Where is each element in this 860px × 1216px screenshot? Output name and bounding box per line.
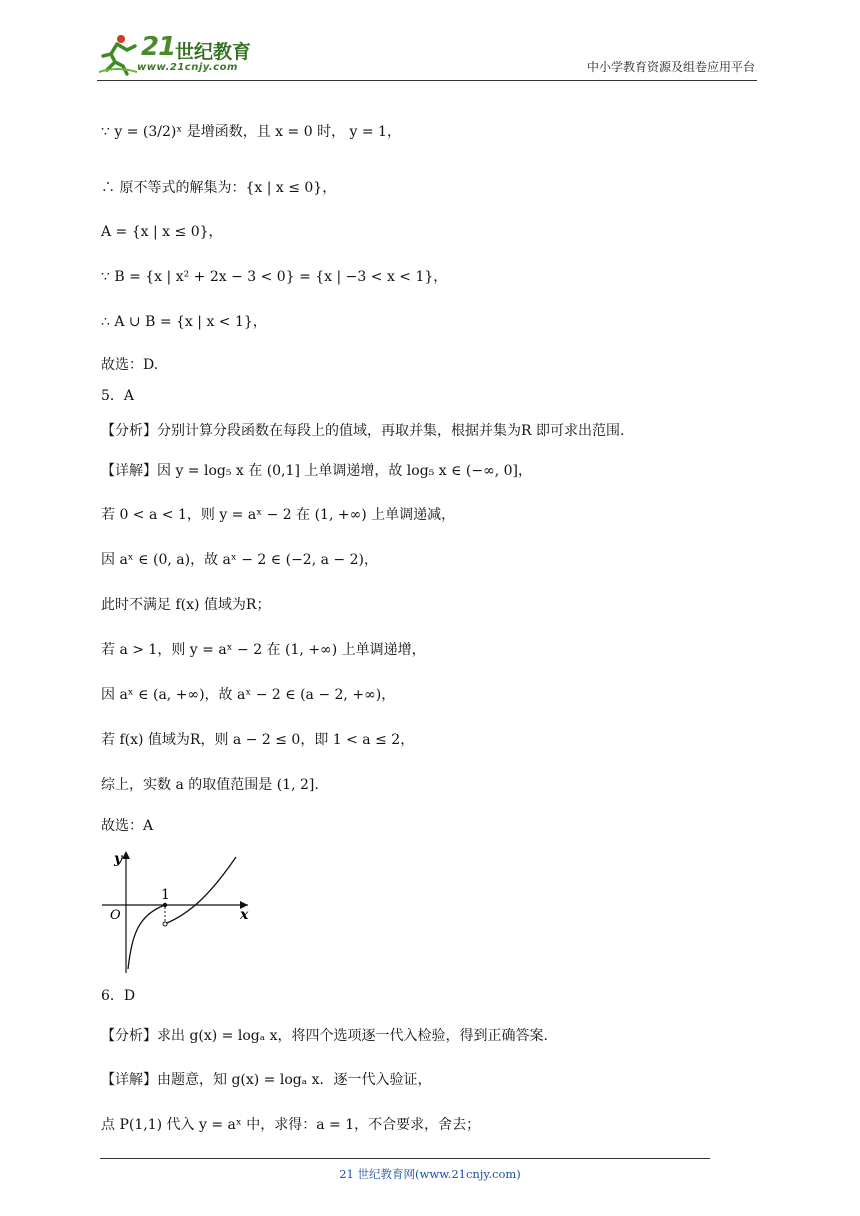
x-axis-label: x [240, 907, 249, 923]
log-curve [128, 905, 165, 969]
closed-point [163, 903, 167, 907]
function-graph [100, 845, 260, 975]
analysis-line: 【分析】求出 g(x) = logₐ x，将四个选项逐一代入检验，得到正确答案. [101, 1028, 548, 1044]
question-number: 6．D [101, 988, 136, 1004]
question-number: 5．A [101, 388, 135, 404]
footer-divider [100, 1158, 710, 1159]
open-point [163, 922, 167, 926]
solution-line: A = {x | x ≤ 0}， [101, 224, 223, 240]
logo-url: www.21cnjy.com [137, 62, 238, 73]
solution-line: 【详解】因 y = log₅ x 在 (0,1] 上单调递增，故 log₅ x ∈ (−∞, 0]， [101, 463, 533, 479]
origin-label: O [110, 908, 121, 923]
solution-line: ∵ y = (3/2)ˣ 是增函数，且 x = 0 时， y = 1， [101, 124, 401, 140]
tick-label-one: 1 [161, 887, 170, 903]
solution-line: 若 0 < a < 1，则 y = aˣ − 2 在 (1, +∞) 上单调递减， [101, 507, 456, 523]
solution-line: 点 P(1,1) 代入 y = aˣ 中，求得：a = 1，不合要求，舍去； [101, 1117, 481, 1133]
page-header [97, 30, 757, 81]
analysis-line: 【分析】分别计算分段函数在每段上的值域，再取并集，根据并集为R 即可求出范围. [101, 423, 625, 439]
exponential-curve [167, 857, 236, 923]
solution-line: ∵ B = {x | x² + 2x − 3 < 0} = {x | −3 < x < 1}， [101, 269, 448, 285]
answer-line: 故选：A [101, 818, 154, 834]
solution-line: 【详解】由题意，知 g(x) = logₐ x．逐一代入验证， [101, 1072, 432, 1088]
solution-line: 此时不满足 f(x) 值域为R； [101, 597, 271, 613]
runner-icon [97, 32, 141, 76]
solution-line: 因 aˣ ∈ (a, +∞)，故 aˣ − 2 ∈ (a − 2, +∞)， [101, 687, 396, 703]
solution-line: 若 f(x) 值域为R，则 a − 2 ≤ 0，即 1 < a ≤ 2， [101, 732, 415, 748]
y-axis-label: y [114, 851, 123, 867]
site-logo [97, 32, 267, 76]
solution-line: 若 a > 1，则 y = aˣ − 2 在 (1, +∞) 上单调递增， [101, 642, 426, 658]
platform-title: 中小学教育资源及组卷应用平台 [586, 60, 755, 74]
solution-line: ∴ A ∪ B = {x | x < 1}， [101, 314, 267, 330]
page-footer: 21 世纪教育网(www.21cnjy.com) [339, 1167, 521, 1181]
solution-line: 因 aˣ ∈ (0, a)，故 aˣ − 2 ∈ (−2, a − 2)， [101, 552, 378, 568]
logo-number: 21 [141, 32, 176, 62]
answer-line: 故选：D. [101, 357, 159, 373]
solution-line: 综上，实数 a 的取值范围是 (1, 2]. [101, 777, 319, 793]
y-axis-arrow-icon [122, 851, 130, 859]
logo-text: 世纪教育 [175, 41, 252, 63]
solution-line: ∴ 原不等式的解集为：{x | x ≤ 0}， [101, 180, 337, 196]
